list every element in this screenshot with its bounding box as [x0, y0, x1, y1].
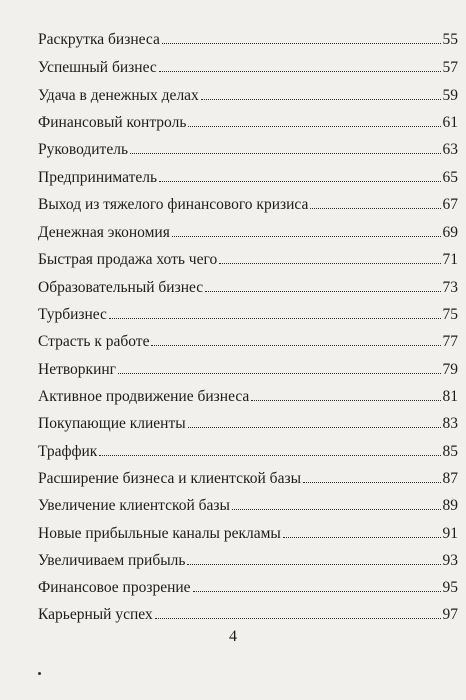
toc-entry	[38, 306, 458, 324]
dot-leader	[172, 235, 441, 237]
toc-entry-title: Финансовый контроль	[38, 114, 187, 131]
toc-entry-title: Удача в денежных делах	[38, 87, 199, 104]
toc-entry-page: 69	[442, 224, 458, 241]
toc-entry-page: 57	[442, 59, 458, 76]
toc-entry-page: 93	[442, 552, 458, 569]
toc-entry	[38, 59, 458, 77]
toc-entry-page: 55	[442, 31, 458, 48]
toc-entry-page: 95	[442, 579, 458, 596]
toc-entry-title: Нетворкинг	[38, 361, 117, 378]
toc-entry-title: Траффик	[38, 443, 98, 460]
toc-entry-page: 75	[442, 306, 458, 323]
toc-entry-title: Денежная экономия	[38, 224, 170, 241]
dot-leader	[118, 372, 440, 374]
toc-entry-title: Выход из тяжелого финансового кризиса	[38, 196, 309, 213]
toc-entry-page: 61	[442, 114, 458, 131]
dot-leader	[303, 481, 441, 483]
toc-entry	[38, 361, 458, 379]
dot-leader	[188, 125, 440, 127]
dot-leader	[205, 290, 440, 292]
dot-leader	[201, 98, 441, 100]
toc-entry	[38, 196, 458, 214]
toc-entry-page: 65	[442, 169, 458, 186]
print-speck	[38, 672, 41, 675]
toc-entry-title: Новые прибыльные каналы рекламы	[38, 525, 281, 542]
dot-leader	[193, 590, 441, 592]
dot-leader	[130, 152, 440, 154]
toc-entry	[38, 224, 458, 242]
toc-entry-title: Карьерный успех	[38, 606, 153, 623]
toc-entry	[38, 87, 458, 105]
toc-entry	[38, 606, 458, 624]
toc-entry	[38, 525, 458, 543]
toc-entry-page: 87	[442, 470, 458, 487]
toc-entry-title: Образовательный бизнес	[38, 279, 204, 296]
toc-entry-page: 59	[442, 87, 458, 104]
toc-entry	[38, 579, 458, 597]
toc-entry-page: 89	[442, 497, 458, 514]
toc-entry-title: Раскрутка бизнеса	[38, 31, 160, 48]
toc-entry-title: Финансовое прозрение	[38, 579, 191, 596]
dot-leader	[109, 317, 441, 319]
toc-entry-page: 79	[442, 361, 458, 378]
toc-entry-page: 77	[442, 333, 458, 350]
toc-entry-page: 83	[442, 415, 458, 432]
toc-entry-title: Страсть к работе	[38, 333, 150, 350]
toc-entry-page: 81	[442, 388, 458, 405]
toc-entry	[38, 497, 458, 515]
dot-leader	[251, 399, 440, 401]
toc-entry-page: 67	[442, 196, 458, 213]
dot-leader	[310, 207, 440, 209]
dot-leader	[151, 344, 440, 346]
toc-entry-title: Активное продвижение бизнеса	[38, 388, 250, 405]
toc-entry	[38, 415, 458, 433]
toc-entry	[38, 141, 458, 159]
page-number: 4	[229, 628, 237, 645]
toc-entry-title: Предприниматель	[38, 169, 158, 186]
dot-leader	[187, 563, 440, 565]
toc-entry	[38, 169, 458, 187]
toc-entry-title: Турбизнес	[38, 306, 107, 323]
toc-entry-page: 91	[442, 525, 458, 542]
toc-entry	[38, 470, 458, 488]
dot-leader	[99, 454, 440, 456]
toc-entry-title: Увеличение клиентской базы	[38, 497, 230, 514]
toc-entry-page: 97	[442, 606, 458, 623]
toc-entry-page: 63	[442, 141, 458, 158]
toc-entry	[38, 279, 458, 297]
dot-leader	[188, 426, 441, 428]
toc-entry	[38, 114, 458, 132]
dot-leader	[219, 262, 440, 264]
dot-leader	[283, 536, 441, 538]
toc-entry-page: 71	[442, 251, 458, 268]
toc-entry	[38, 443, 458, 461]
dot-leader	[155, 617, 441, 619]
dot-leader	[162, 42, 441, 44]
toc-entry-title: Успешный бизнес	[38, 59, 157, 76]
dot-leader	[159, 70, 441, 72]
dot-leader	[232, 508, 441, 510]
toc-entry	[38, 333, 458, 351]
toc-entry-title: Покупающие клиенты	[38, 415, 186, 432]
toc-entry-title: Быстрая продажа хоть чего	[38, 251, 218, 268]
toc-entry-title: Увеличиваем прибыль	[38, 552, 186, 569]
toc-entry	[38, 388, 458, 406]
toc-entry-title: Руководитель	[38, 141, 129, 158]
toc-entry	[38, 552, 458, 570]
toc-entry	[38, 251, 458, 269]
toc-entry-title: Расширение бизнеса и клиентской базы	[38, 470, 301, 487]
toc-entry-page: 73	[442, 279, 458, 296]
dot-leader	[159, 180, 440, 182]
toc-entry	[38, 31, 458, 49]
toc-entry-page: 85	[442, 443, 458, 460]
